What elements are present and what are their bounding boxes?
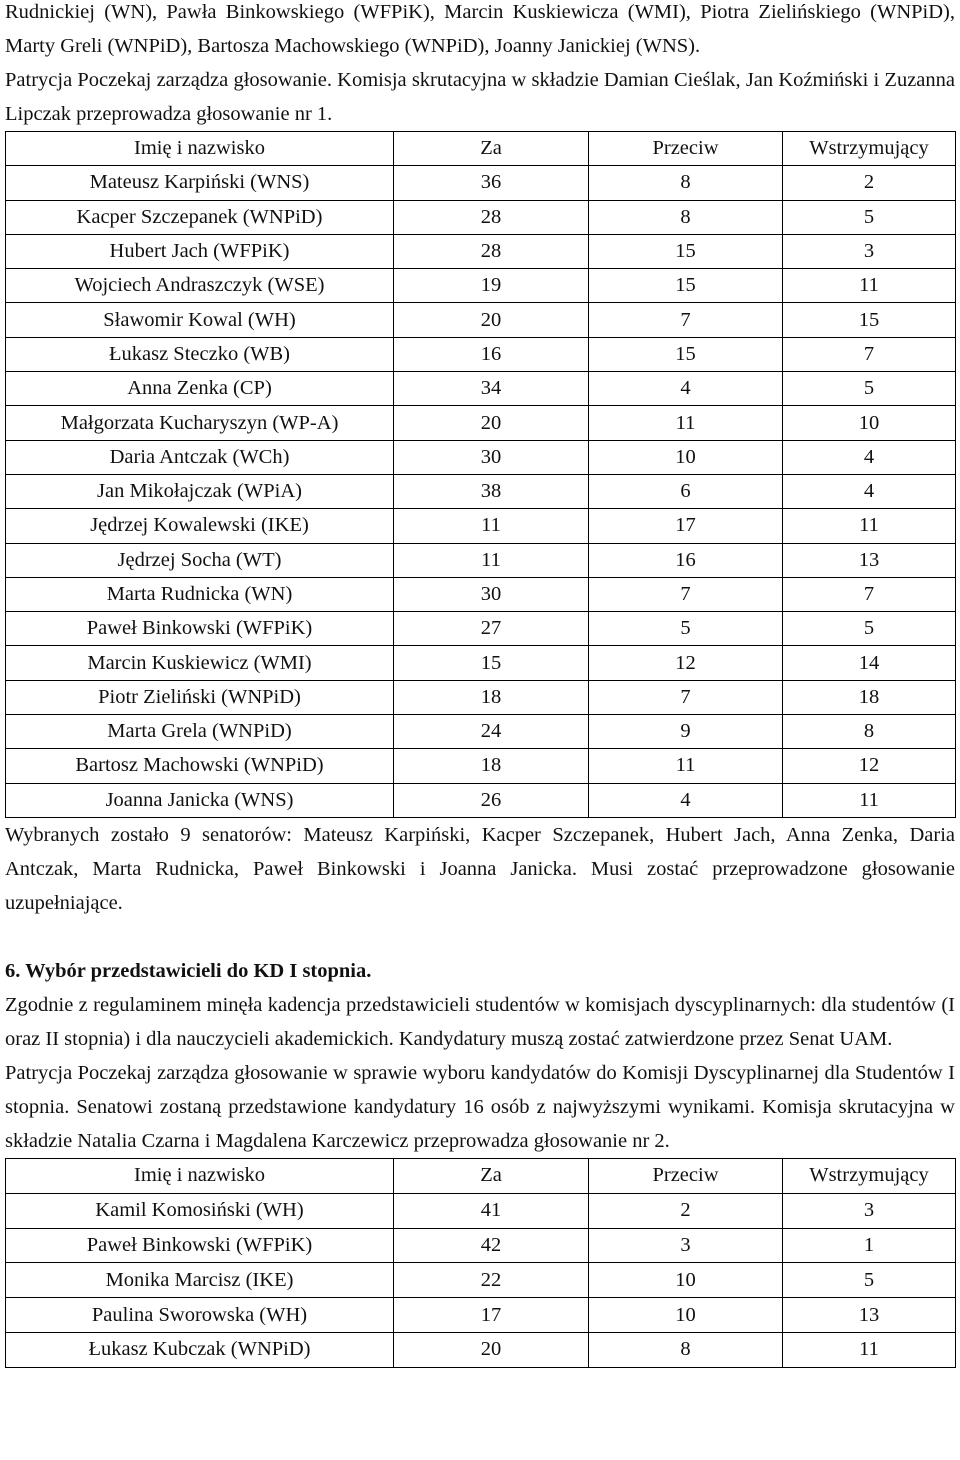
vote-count-cell: 9: [589, 715, 783, 749]
vote-count-cell: 7: [783, 577, 956, 611]
vote-count-cell: 5: [589, 612, 783, 646]
vote-count-cell: 30: [394, 440, 589, 474]
vote-count-cell: 28: [394, 234, 589, 268]
vote-count-cell: 41: [394, 1193, 589, 1228]
vote-count-cell: 2: [589, 1193, 783, 1228]
vote-count-cell: 11: [394, 509, 589, 543]
vote-count-cell: 11: [783, 783, 956, 817]
vote-count-cell: 3: [589, 1228, 783, 1263]
vote-count-cell: 3: [783, 234, 956, 268]
candidate-name-cell: Jędrzej Kowalewski (IKE): [6, 509, 394, 543]
vote-count-cell: 24: [394, 715, 589, 749]
section-6-paragraph-2: Patrycja Poczekaj zarządza głosowanie w sprawie wyboru kandydatów do Komisji Dyscyplinarnej dla Studentów I stopnia. Senatowi zostaną przedstawione kandydatury 16 osób z najwyższymi wynikami. Komisja skrutacyjna w składzie Natalia Czarna i Magdalena Karczewicz przeprowadza głosowanie nr 2.: [5, 1061, 955, 1152]
vote-count-cell: 11: [783, 269, 956, 303]
vote-count-cell: 15: [589, 337, 783, 371]
vote-count-cell: 10: [783, 406, 956, 440]
vote-count-cell: 18: [783, 680, 956, 714]
vote-count-cell: 4: [783, 474, 956, 508]
vote-count-cell: 19: [394, 269, 589, 303]
vote-count-cell: 13: [783, 1298, 956, 1333]
vote-count-cell: 8: [589, 1332, 783, 1367]
vote-count-cell: 42: [394, 1228, 589, 1263]
vote-count-cell: 6: [589, 474, 783, 508]
vote-count-cell: 11: [394, 543, 589, 577]
vote1-result-paragraph: Wybranych zostało 9 senatorów: Mateusz Karpiński, Kacper Szczepanek, Hubert Jach, Anna Zenka, Daria Antczak, Marta Rudnicka, Paweł Binkowski i Joanna Janicka. Musi zostać przeprowadzone głosowanie uzupełniające.: [5, 823, 955, 914]
table-row: [6, 612, 956, 646]
vote-count-cell: 22: [394, 1263, 589, 1298]
vote1-paragraph: Patrycja Poczekaj zarządza głosowanie. Komisja skrutacyjna w składzie Damian Cieślak, Jan Koźmiński i Zuzanna Lipczak przeprowadza głosowanie nr 1.: [5, 69, 955, 125]
table-row: [6, 1263, 956, 1298]
vote-count-cell: 17: [394, 1298, 589, 1333]
vote-count-cell: 27: [394, 612, 589, 646]
candidate-name-cell: Mateusz Karpiński (WNS): [6, 166, 394, 200]
blank-line: [5, 920, 955, 954]
vote-count-cell: 16: [394, 337, 589, 371]
vote-count-cell: 7: [589, 303, 783, 337]
candidate-name-cell: Marta Grela (WNPiD): [6, 715, 394, 749]
table-row: [6, 509, 956, 543]
table-header-row: [6, 1158, 956, 1193]
intro-paragraph: Rudnickiej (WN), Pawła Binkowskiego (WFPiK), Marcin Kuskiewicza (WMI), Piotra Zielińskiego (WNPiD), Marty Greli (WNPiD), Bartosza Machowskiego (WNPiD), Joanny Janickiej (WNS).: [5, 1, 955, 57]
vote-count-cell: 18: [394, 749, 589, 783]
candidate-name-cell: Daria Antczak (WCh): [6, 440, 394, 474]
vote-count-cell: 10: [589, 1298, 783, 1333]
table-row: [6, 303, 956, 337]
vote-count-cell: 7: [589, 680, 783, 714]
table-row: [6, 680, 956, 714]
section-6-heading: 6. Wybór przedstawicieli do KD I stopnia.: [5, 959, 372, 982]
vote-count-cell: 12: [589, 646, 783, 680]
candidate-name-cell: Wojciech Andraszczyk (WSE): [6, 269, 394, 303]
vote-count-cell: 20: [394, 406, 589, 440]
column-header: Przeciw: [589, 1158, 783, 1193]
vote-count-cell: 15: [394, 646, 589, 680]
column-header: Wstrzymujący: [783, 132, 956, 166]
column-header: Za: [394, 1158, 589, 1193]
candidate-name-cell: Kamil Komosiński (WH): [6, 1193, 394, 1228]
vote-count-cell: 18: [394, 680, 589, 714]
table-row: [6, 715, 956, 749]
vote-count-cell: 11: [589, 406, 783, 440]
table-row: [6, 1298, 956, 1333]
vote-count-cell: 7: [783, 337, 956, 371]
vote-count-cell: 11: [783, 1332, 956, 1367]
column-header: Imię i nazwisko: [6, 132, 394, 166]
section-6-paragraph-1: Zgodnie z regulaminem minęła kadencja przedstawicieli studentów w komisjach dyscyplinarnych: dla studentów (I oraz II stopnia) i dla nauczycieli akademickich. Kandydatury muszą zostać zatwierdzone przez Senat UAM.: [5, 993, 955, 1050]
column-header: Za: [394, 132, 589, 166]
table-row: [6, 166, 956, 200]
vote-count-cell: 20: [394, 1332, 589, 1367]
table-row: [6, 1193, 956, 1228]
vote-count-cell: 8: [783, 715, 956, 749]
vote-count-cell: 7: [589, 577, 783, 611]
candidate-name-cell: Paweł Binkowski (WFPiK): [6, 612, 394, 646]
candidate-name-cell: Anna Zenka (CP): [6, 372, 394, 406]
vote-count-cell: 4: [589, 783, 783, 817]
vote-count-cell: 12: [783, 749, 956, 783]
vote-count-cell: 30: [394, 577, 589, 611]
column-header: Imię i nazwisko: [6, 1158, 394, 1193]
vote1-table: [5, 131, 956, 818]
candidate-name-cell: Monika Marcisz (IKE): [6, 1263, 394, 1298]
table-header-row: [6, 132, 956, 166]
vote1-table-body: [6, 132, 956, 818]
column-header: Przeciw: [589, 132, 783, 166]
vote-count-cell: 5: [783, 200, 956, 234]
vote-count-cell: 5: [783, 372, 956, 406]
vote-count-cell: 8: [589, 166, 783, 200]
table-row: [6, 577, 956, 611]
table-row: [6, 440, 956, 474]
vote-count-cell: 17: [589, 509, 783, 543]
table-row: [6, 1332, 956, 1367]
vote-count-cell: 5: [783, 612, 956, 646]
candidate-name-cell: Paulina Sworowska (WH): [6, 1298, 394, 1333]
vote-count-cell: 20: [394, 303, 589, 337]
candidate-name-cell: Joanna Janicka (WNS): [6, 783, 394, 817]
vote-count-cell: 4: [589, 372, 783, 406]
vote-count-cell: 15: [589, 234, 783, 268]
vote-count-cell: 10: [589, 440, 783, 474]
vote-count-cell: 5: [783, 1263, 956, 1298]
candidate-name-cell: Hubert Jach (WFPiK): [6, 234, 394, 268]
candidate-name-cell: Bartosz Machowski (WNPiD): [6, 749, 394, 783]
table-row: [6, 372, 956, 406]
vote-count-cell: 36: [394, 166, 589, 200]
vote-count-cell: 2: [783, 166, 956, 200]
table-row: [6, 337, 956, 371]
vote-count-cell: 11: [783, 509, 956, 543]
candidate-name-cell: Piotr Zieliński (WNPiD): [6, 680, 394, 714]
table-row: [6, 1228, 956, 1263]
candidate-name-cell: Sławomir Kowal (WH): [6, 303, 394, 337]
vote-count-cell: 11: [589, 749, 783, 783]
vote-count-cell: 1: [783, 1228, 956, 1263]
table-row: [6, 646, 956, 680]
column-header: Wstrzymujący: [783, 1158, 956, 1193]
candidate-name-cell: Marta Rudnicka (WN): [6, 577, 394, 611]
vote-count-cell: 15: [783, 303, 956, 337]
candidate-name-cell: Kacper Szczepanek (WNPiD): [6, 200, 394, 234]
candidate-name-cell: Łukasz Kubczak (WNPiD): [6, 1332, 394, 1367]
vote-count-cell: 26: [394, 783, 589, 817]
candidate-name-cell: Paweł Binkowski (WFPiK): [6, 1228, 394, 1263]
table-row: [6, 269, 956, 303]
vote-count-cell: 28: [394, 200, 589, 234]
table-row: [6, 749, 956, 783]
table-row: [6, 406, 956, 440]
vote-count-cell: 4: [783, 440, 956, 474]
candidate-name-cell: Łukasz Steczko (WB): [6, 337, 394, 371]
vote-count-cell: 16: [589, 543, 783, 577]
vote2-table-body: [6, 1158, 956, 1367]
candidate-name-cell: Jędrzej Socha (WT): [6, 543, 394, 577]
vote-count-cell: 10: [589, 1263, 783, 1298]
candidate-name-cell: Marcin Kuskiewicz (WMI): [6, 646, 394, 680]
vote-count-cell: 14: [783, 646, 956, 680]
vote-count-cell: 3: [783, 1193, 956, 1228]
vote2-table: [5, 1158, 956, 1368]
table-row: [6, 783, 956, 817]
vote-count-cell: 15: [589, 269, 783, 303]
candidate-name-cell: Jan Mikołajczak (WPiA): [6, 474, 394, 508]
table-row: [6, 234, 956, 268]
vote-count-cell: 34: [394, 372, 589, 406]
vote-count-cell: 8: [589, 200, 783, 234]
candidate-name-cell: Małgorzata Kucharyszyn (WP-A): [6, 406, 394, 440]
table-row: [6, 200, 956, 234]
document-page: [5, 0, 955, 1368]
table-row: [6, 543, 956, 577]
vote-count-cell: 38: [394, 474, 589, 508]
vote-count-cell: 13: [783, 543, 956, 577]
table-row: [6, 474, 956, 508]
